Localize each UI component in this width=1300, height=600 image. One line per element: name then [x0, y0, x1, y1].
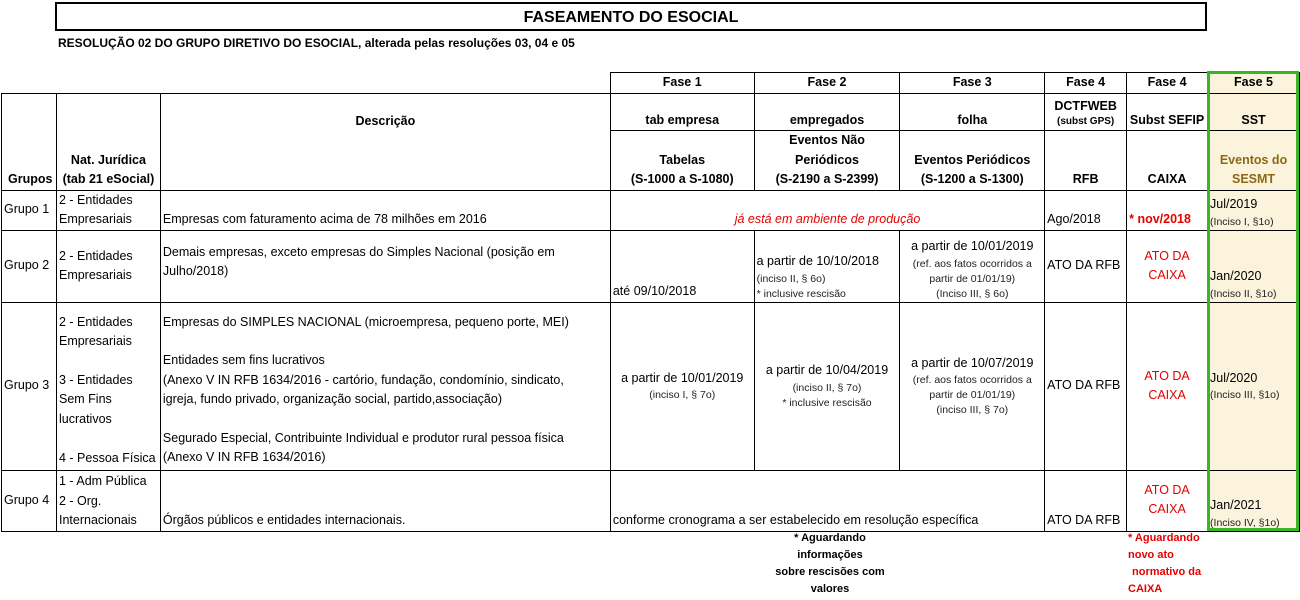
grupo-4-f5-line2: (Inciso IV, §1o)	[1210, 516, 1280, 529]
note-caixa-line3: normativo da	[1132, 566, 1202, 578]
header-f4b-bottom: CAIXA	[1127, 131, 1208, 191]
grupo-4-f4b-line1: ATO DA	[1144, 482, 1190, 497]
grupo-2-f4b-line1: ATO DA	[1144, 248, 1190, 263]
grupo-2-desc-line1: Demais empresas, exceto empresas do Simples Nacional (posição em	[162, 244, 555, 259]
grupo-3-nat	[56, 302, 160, 470]
header-f3-line1: Eventos Periódicos	[914, 152, 1031, 167]
grupo-3-f4a: ATO DA RFB	[1045, 302, 1127, 470]
grupo-4-f5	[1208, 470, 1300, 531]
grupo-4-label: Grupo 4	[2, 470, 57, 531]
grupo-2-f4b-line2: CAIXA	[1148, 268, 1186, 282]
grupo-1-f5-line2: (Inciso I, §1o)	[1210, 215, 1274, 228]
header-f4a-top2: (subst GPS)	[1057, 116, 1115, 127]
header-nat-line1: Nat. Jurídica	[70, 152, 146, 167]
header-grupos-label: Grupos	[8, 172, 53, 186]
grupo-1-label: Grupo 1	[2, 190, 57, 230]
grupo-3-label: Grupo 3	[2, 302, 57, 470]
grupo-1-status: já está em ambiente de produção	[610, 190, 1044, 230]
grupo-3-descricao	[160, 302, 610, 470]
table-row-grupo-4	[2, 470, 1300, 531]
note-rescisoes-line4: valores	[810, 583, 850, 595]
grupo-1-f5-line1: Jul/2019	[1210, 197, 1258, 211]
note-rescisoes-line2: informações	[797, 549, 863, 561]
phasing-table	[1, 72, 1300, 532]
grupo-3-f2-line3: * inclusive rescisão	[782, 396, 872, 409]
grupo-3-f5-line1: Jul/2020	[1210, 370, 1258, 385]
grupo-3-desc-line2: Entidades sem fins lucrativos	[162, 353, 325, 367]
page-subtitle: RESOLUÇÃO 02 DO GRUPO DIRETIVO DO ESOCIAL, alterada pelas resoluções 03, 04 e 05	[58, 36, 575, 50]
grupo-3-f4b-line2: CAIXA	[1148, 388, 1186, 402]
phase-4b-label: Fase 4	[1127, 73, 1208, 94]
header-f2-line2: Periódicos	[795, 152, 859, 167]
header-f2-top: empregados	[754, 94, 900, 131]
header-descricao: Descrição	[160, 94, 610, 191]
header-f3-line2: (S-1200 a S-1300)	[920, 172, 1024, 186]
header-nat-line2: (tab 21 eSocial)	[62, 172, 155, 186]
grupo-3-f3	[900, 302, 1045, 470]
grupo-2-f2	[754, 230, 900, 302]
note-rescisoes-line3: sobre rescisões com	[775, 566, 885, 578]
header-f1-top: tab empresa	[610, 94, 754, 131]
grupo-3-f1-line2: (inciso I, § 7o)	[649, 389, 716, 402]
grupo-3-f1-line1: a partir de 10/01/2019	[621, 370, 744, 385]
grupo-2-f2-line1: a partir de 10/10/2018	[756, 254, 879, 268]
note-caixa-line4: CAIXA	[1128, 583, 1163, 595]
grupo-2-nat-line2: Empresariais	[58, 268, 132, 282]
grupo-1-nat-line1: 2 - Entidades	[58, 192, 133, 207]
header-f2-line3: (S-2190 a S-2399)	[775, 172, 879, 186]
note-rescisoes	[765, 530, 895, 598]
grupo-3-desc-line4: igreja, fundo privado, organização social, partido,associação)	[162, 392, 502, 406]
phase-2-label: Fase 2	[754, 73, 900, 94]
header-f3-detail	[900, 131, 1045, 191]
grupo-2-nat-line1: 2 - Entidades	[58, 248, 133, 263]
grupo-4-f5-line1: Jan/2021	[1210, 498, 1262, 512]
grupo-3-f4b-line1: ATO DA	[1144, 368, 1190, 383]
grupo-1-f4b: * nov/2018	[1127, 190, 1208, 230]
phase-4a-label: Fase 4	[1045, 73, 1127, 94]
grupo-3-desc-line3: (Anexo V IN RFB 1634/2016 - cartório, fundação, condomínio, sindicato,	[162, 372, 564, 387]
grupo-2-f3	[900, 230, 1045, 302]
grupo-3-nat-line4: Sem Fins	[58, 392, 112, 406]
grupo-2-label: Grupo 2	[2, 230, 57, 302]
grupo-4-nat-line2: 2 - Org.	[58, 493, 102, 508]
grupo-3-desc-line5: Segurado Especial, Contribuinte Individual e produtor rural pessoa física	[162, 430, 564, 445]
grupo-3-f3-line4: (inciso III, § 7o)	[936, 404, 1009, 417]
grupo-4-f4b	[1127, 470, 1208, 531]
grupo-2-desc-line2: Julho/2018)	[162, 264, 229, 278]
grupo-3-nat-line3: 3 - Entidades	[58, 372, 133, 387]
grupo-3-f5-line2: (Inciso III, §1o)	[1210, 389, 1280, 402]
grupo-2-f3-line3: partir de 01/01/19)	[929, 272, 1016, 285]
header-row-top	[2, 94, 1300, 131]
page-title: FASEAMENTO DO ESOCIAL	[55, 2, 1207, 31]
grupo-3-nat-line2: Empresariais	[58, 334, 132, 348]
note-caixa-line1: * Aguardando	[1128, 532, 1200, 544]
header-f4a-top	[1045, 94, 1127, 131]
phase-1-label: Fase 1	[610, 73, 754, 94]
grupo-2-f4a: ATO DA RFB	[1045, 230, 1127, 302]
grupo-3-nat-line5: lucrativos	[58, 411, 112, 426]
grupo-3-f2-line1: a partir de 10/04/2019	[765, 363, 889, 378]
grupo-3-f5	[1208, 302, 1300, 470]
grupo-3-nat-line6: 4 - Pessoa Física	[58, 451, 156, 465]
grupo-2-f5-line1: Jan/2020	[1210, 269, 1262, 283]
header-f4a-bottom: RFB	[1045, 131, 1127, 191]
grupo-2-f5-line2: (Inciso II, §1o)	[1210, 287, 1277, 300]
header-f4a-top1: DCTFWEB	[1054, 99, 1117, 113]
grupo-4-nat-line1: 1 - Adm Pública	[58, 474, 147, 488]
phase-header-row	[2, 73, 1300, 94]
grupo-2-f3-line2: (ref. aos fatos ocorridos a	[912, 257, 1032, 270]
header-f3-top: folha	[900, 94, 1045, 131]
grupo-4-status: conforme cronograma a ser estabelecido em resolução específica	[610, 470, 1044, 531]
grupo-3-f1	[610, 302, 754, 470]
header-f4b-top: Subst SEFIP	[1127, 94, 1208, 131]
grupo-2-f2-line2: (inciso II, § 6o)	[756, 272, 826, 285]
grupo-3-f2	[754, 302, 900, 470]
header-f5-line2: SESMT	[1231, 172, 1276, 186]
grupo-2-f4b	[1127, 230, 1208, 302]
grupo-3-f3-line3: partir de 01/01/19)	[929, 389, 1016, 402]
phase-3-label: Fase 3	[900, 73, 1045, 94]
grupo-4-nat-line3: Internacionais	[58, 513, 137, 527]
header-f2-line1: Eventos Não	[789, 133, 865, 147]
grupo-2-f3-line4: (Inciso III, § 6o)	[936, 287, 1009, 300]
grupo-1-descricao: Empresas com faturamento acima de 78 milhões em 2016	[160, 190, 610, 230]
grupo-3-desc-line6: (Anexo V IN RFB 1634/2016)	[162, 450, 326, 464]
grupo-3-f4b	[1127, 302, 1208, 470]
grupo-2-descricao	[160, 230, 610, 302]
header-f1-line1: Tabelas	[659, 152, 706, 167]
grupo-3-desc-line1: Empresas do SIMPLES NACIONAL (microempresa, pequeno porte, MEI)	[162, 314, 569, 329]
grupo-1-nat	[56, 190, 160, 230]
grupo-2-f5	[1208, 230, 1300, 302]
header-grupos	[2, 94, 57, 191]
table-row-grupo-2	[2, 230, 1300, 302]
header-f1-detail	[610, 131, 754, 191]
table-row-grupo-3	[2, 302, 1300, 470]
grupo-4-nat	[56, 470, 160, 531]
note-rescisoes-line1: * Aguardando	[794, 532, 866, 544]
header-f5-detail	[1208, 131, 1300, 191]
header-f1-line2: (S-1000 a S-1080)	[630, 172, 734, 186]
grupo-4-descricao: Órgãos públicos e entidades internacionais.	[160, 470, 610, 531]
grupo-3-f3-line1: a partir de 10/07/2019	[911, 355, 1034, 370]
table-row-grupo-1	[2, 190, 1300, 230]
grupo-1-f5	[1208, 190, 1300, 230]
header-f5-top: SST	[1208, 94, 1300, 131]
grupo-3-f3-line2: (ref. aos fatos ocorridos a	[912, 374, 1032, 387]
header-nat-juridica	[56, 94, 160, 191]
header-f2-detail	[754, 131, 900, 191]
grupo-1-f4a: Ago/2018	[1045, 190, 1127, 230]
grupo-2-nat	[56, 230, 160, 302]
grupo-2-f2-line3: * inclusive rescisão	[756, 287, 846, 300]
grupo-1-nat-line2: Empresariais	[58, 212, 132, 226]
grupo-4-f4a: ATO DA RFB	[1045, 470, 1127, 531]
note-caixa-line2: novo ato	[1128, 549, 1174, 561]
header-f5-line1: Eventos do	[1219, 152, 1288, 167]
grupo-2-f3-line1: a partir de 10/01/2019	[911, 239, 1034, 253]
grupo-4-f4b-line2: CAIXA	[1148, 502, 1186, 516]
phase-5-label: Fase 5	[1208, 73, 1300, 94]
grupo-3-nat-line1: 2 - Entidades	[58, 314, 133, 329]
grupo-2-f1: até 09/10/2018	[610, 230, 754, 302]
grupo-3-f2-line2: (inciso II, § 7o)	[792, 381, 862, 394]
note-caixa	[1128, 530, 1218, 598]
